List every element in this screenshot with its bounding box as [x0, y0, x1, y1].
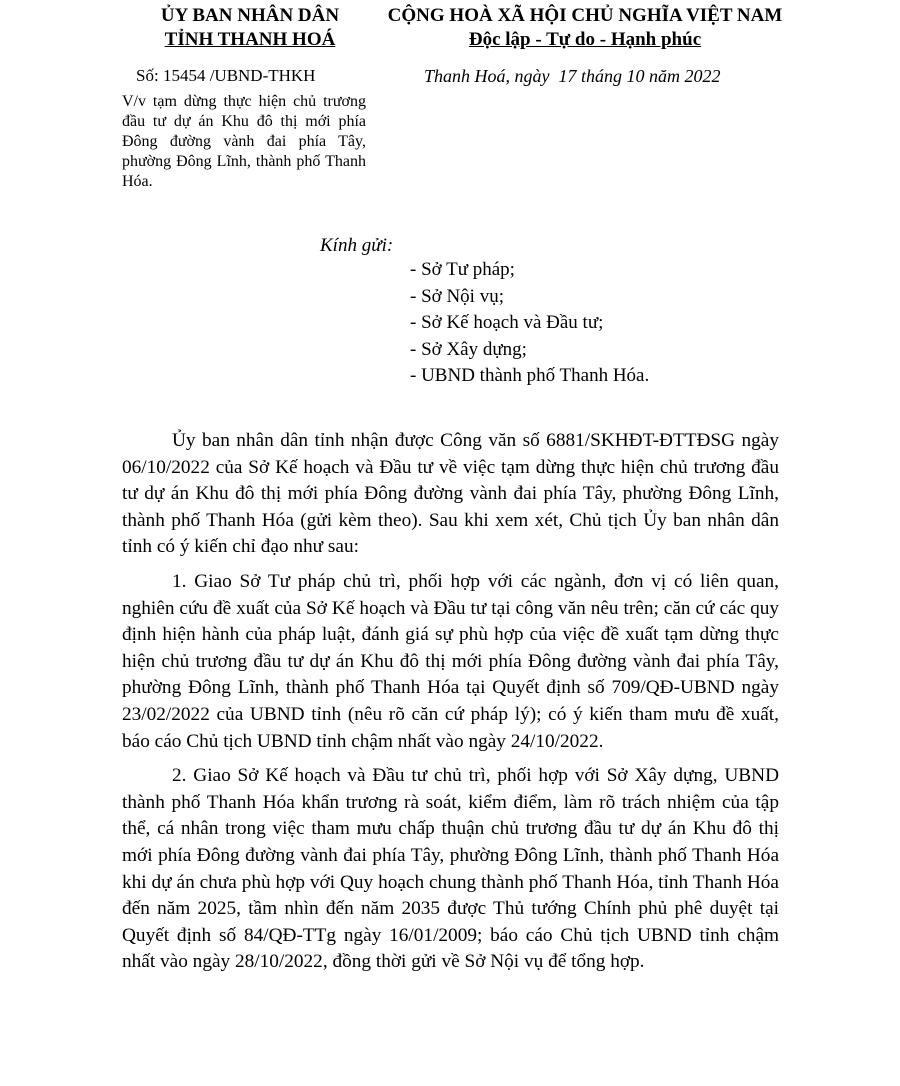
date-prefix: Thanh Hoá, ngày — [424, 66, 550, 86]
recipients-label: Kính gửi: — [320, 235, 394, 256]
org-name-line1: ỦY BAN NHÂN DÂN — [160, 5, 340, 26]
document-body — [122, 428, 779, 984]
recipient-item: - Sở Kế hoạch và Đầu tư; — [410, 312, 604, 333]
body-paragraph-2: 2. Giao Sở Kế hoạch và Đầu tư chủ trì, phối hợp với Sở Xây dựng, UBND thành phố Thanh Hóa khẩn trương rà soát, kiểm điểm, làm rõ trách nhiệm của tập thể, cá nhân trong việc tham mưu chấp thuận chủ trương đầu tư dự án Khu đô thị mới phía Đông đường vành đai phía Tây, phường Đông Lĩnh, thành phố Thanh Hóa khi dự án chưa phù hợp với Quy hoạch chung thành phố Thanh Hóa, tỉnh Thanh Hóa đến năm 2025, tầm nhìn đến năm 2035 được Thủ tướng Chính phủ phê duyệt tại Quyết định số 84/QĐ-TTg ngày 16/01/2009; báo cáo Chủ tịch UBND tỉnh chậm nhất vào ngày 28/10/2022, đồng thời gửi về Sở Nội vụ để tổng hợp. — [122, 765, 779, 973]
document-number-value: 15454 — [162, 66, 206, 85]
nation-motto — [385, 28, 785, 52]
body-paragraph-1: 1. Giao Sở Tư pháp chủ trì, phối hợp với các ngành, đơn vị có liên quan, nghiên cứu đề xuất của Sở Kế hoạch và Đầu tư tại công văn nêu trên; căn cứ các quy định hiện hành của pháp luật, đánh giá sự phù hợp của việc đề xuất tạm dừng thực hiện chủ trương đầu tư dự án Khu đô thị mới phía Đông đường vành đai phía Tây, phường Đông Lĩnh, thành phố Thanh Hóa tại Quyết định số 709/QĐ-UBND ngày 23/02/2022 của UBND tỉnh (nêu rõ căn cứ pháp lý); có ý kiến tham mưu đề xuất, báo cáo Chủ tịch UBND tỉnh chậm nhất vào ngày 24/10/2022. — [122, 570, 779, 752]
document-header — [0, 4, 900, 64]
date-day: 17 — [558, 66, 577, 86]
date-year: 2022 — [684, 66, 721, 86]
org-name-line2-text: TỈNH THANH HOÁ — [164, 29, 336, 50]
document-subject: V/v tạm dừng thực hiện chủ trương đầu tư dự án Khu đô thị mới phía Đông đường vành đai phía Tây, phường Đông Lĩnh, thành phố Thanh Hóa. — [122, 93, 366, 190]
document-date — [424, 64, 721, 88]
body-paragraph-intro: Ủy ban nhân dân tỉnh nhận được Công văn số 6881/SKHĐT-ĐTTĐSG ngày 06/10/2022 của Sở Kế hoạch và Đầu tư về việc tạm dừng thực hiện chủ trương đầu tư dự án Khu đô thị mới phía Đông đường vành đai phía Tây, phường Đông Lĩnh, thành phố Thanh Hóa (gửi kèm theo). Sau khi xem xét, Chủ tịch Ủy ban nhân dân tỉnh có ý kiến chỉ đạo như sau: — [122, 430, 779, 558]
recipient-item: - Sở Xây dựng; — [410, 338, 527, 360]
document-number-label: Số: — [136, 66, 159, 85]
nation-motto-text: Độc lập - Tự do - Hạnh phúc — [468, 29, 702, 50]
recipients-list — [410, 257, 649, 390]
document-number — [136, 64, 315, 88]
date-year-label: năm — [649, 66, 681, 86]
document-number-suffix: /UBND-THKH — [209, 66, 316, 85]
org-name-line2 — [130, 28, 370, 52]
recipient-item: - UBND thành phố Thanh Hóa. — [410, 365, 650, 386]
nation-title: CỘNG HOÀ XÃ HỘI CHỦ NGHĨA VIỆT NAM — [387, 5, 783, 26]
recipient-item: - Sở Tư pháp; — [410, 259, 515, 280]
recipient-item: - Sở Nội vụ; — [410, 285, 504, 307]
date-month-label: tháng — [581, 66, 623, 86]
date-month: 10 — [626, 66, 645, 86]
document-meta — [0, 64, 900, 194]
